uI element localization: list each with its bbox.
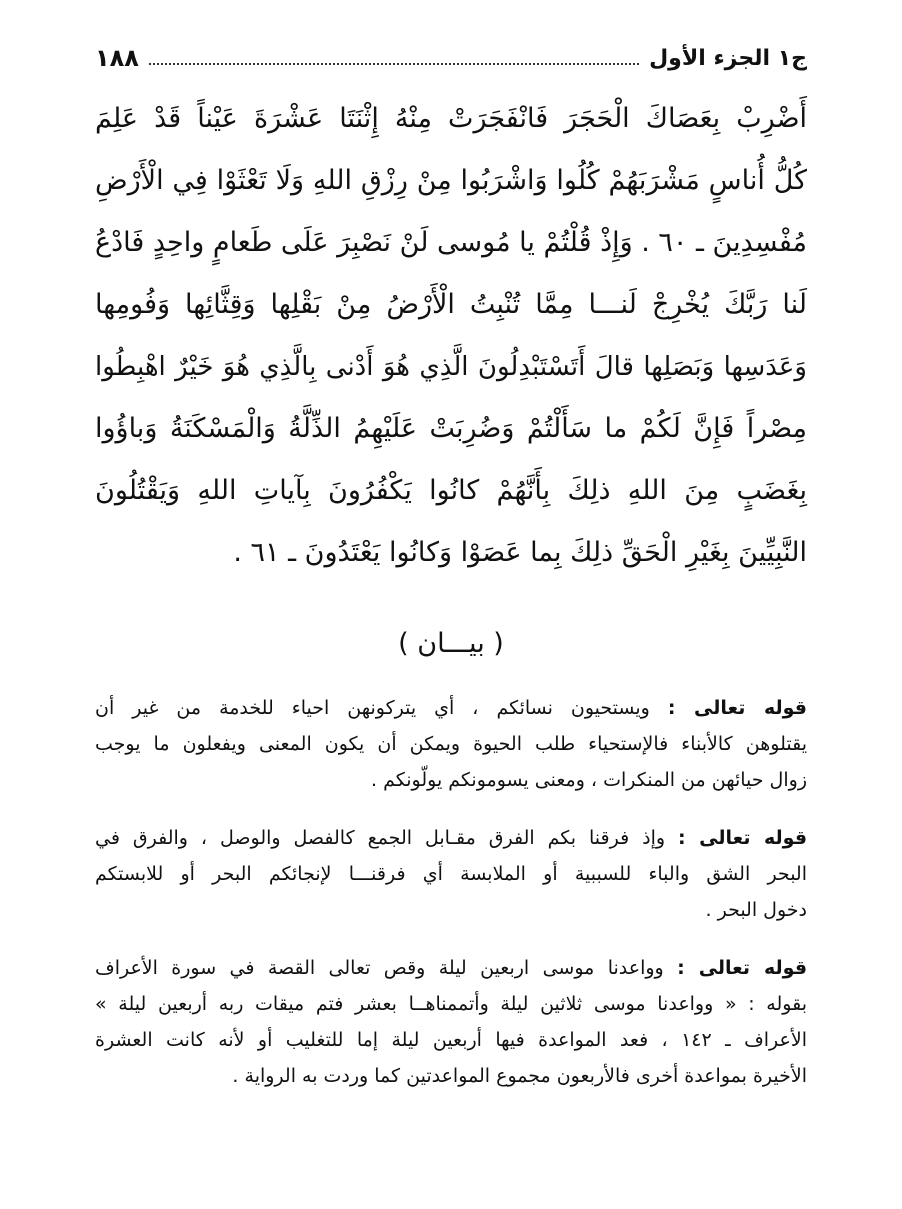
commentary-line: الأعراف ـ ١٤٢ ، فعد المواعدة فيها أربعين ليلة إما للتغليب أو لأنه كانت العشرة — [95, 1029, 807, 1051]
paragraph-lead: قوله تعالى : — [667, 697, 807, 719]
verse-line: مِصْراً فَإِنَّ لَكُمْ ما سَأَلْتُمْ وَضُرِبَتْ عَلَيْهِمُ الذِّلَّةُ وَالْمَسْكَنَةُ وَباؤُوا — [95, 413, 807, 444]
paragraph-lead: قوله تعالى : — [678, 827, 808, 849]
commentary-line — [95, 690, 807, 726]
commentary-paragraph — [95, 690, 807, 798]
verse-line: النَّبِيِّينَ بِغَيْرِ الْحَقِّ ذلِكَ بِما عَصَوْا وَكانُوا يَعْتَدُونَ ـ ٦١ . — [233, 537, 807, 568]
verse-line: بِغَضَبٍ مِنَ اللهِ ذلِكَ بِأَنَّهُمْ كانُوا يَكْفُرُونَ بِآياتِ اللهِ وَيَقْتُلُونَ — [95, 475, 807, 506]
commentary-line: بقوله : « وواعدنا موسى ثلاثين ليلة وأتممناهــا بعشر فتم ميقات ربه أربعين ليلة » — [95, 993, 807, 1015]
commentary-line: يقتلوهن كالأبناء فالإستحياء طلب الحيوة ويمكن أن يكون المعنى ويفعلون ما يوجب — [95, 733, 807, 755]
section-heading: ( بيـــان ) — [398, 628, 504, 659]
commentary-line: الأخيرة بمواعدة أخرى فالأربعون مجموع المواعدتين كما وردت به الرواية . — [232, 1065, 807, 1087]
commentary-line: البحر الشق والباء للسببية أو الملابسة أي فرقنـــا لإنجائكم البحر أو للابستكم — [95, 863, 807, 885]
commentary-text: وإذ فرقنا بكم الفرق مقـابل الجمع كالفصل والوصل ، والفرق في — [95, 827, 666, 849]
running-title: ج١ الجزء الأول — [649, 45, 807, 71]
header-dotted-rule — [149, 63, 639, 65]
commentary-paragraph — [95, 820, 807, 928]
verse-line: أَضْرِبْ بِعَصَاكَ الْحَجَرَ فَانْفَجَرَتْ مِنْهُ إِثْنَتَا عَشْرَةَ عَيْناً قَدْ عَلِمَ — [95, 103, 807, 134]
commentary-line — [95, 820, 807, 856]
commentary-text: وواعدنا موسى اربعين ليلة وقص تعالى القصة في سورة الأعراف — [95, 957, 664, 979]
page-header — [95, 38, 807, 78]
commentary-text: ويستحيون نسائكم ، أي يتركونهن احياء للخدمة من غير أن — [95, 697, 650, 719]
quran-verses-block — [95, 88, 807, 584]
commentary-line: دخول البحر . — [705, 899, 807, 921]
commentary-line: زوال حيائهن من المنكرات ، ومعنى يسومونكم يولّونكم . — [371, 769, 807, 791]
verse-line: لَنا رَبَّكَ يُخْرِجْ لَنـــا مِمَّا تُنْبِتُ الْأَرْضُ مِنْ بَقْلِها وَقِثَّائِها وَفُومِها — [95, 289, 807, 320]
paragraph-lead: قوله تعالى : — [677, 957, 808, 979]
verse-line: مُفْسِدِينَ ـ ٦٠ . وَإِذْ قُلْتُمْ يا مُوسى لَنْ نَصْبِرَ عَلَى طَعامٍ واحِدٍ فَادْعُ — [95, 227, 807, 258]
commentary-block — [95, 690, 807, 1116]
commentary-line — [95, 950, 807, 986]
commentary-paragraph — [95, 950, 807, 1094]
page-number: ١٨٨ — [95, 44, 139, 72]
verse-line: وَعَدَسِها وَبَصَلِها قالَ أَتَسْتَبْدِلُونَ الَّذِي هُوَ أَدْنى بِالَّذِي هُوَ خَيْرٌ اهْبِطُوا — [95, 352, 807, 382]
verse-line: كُلُّ أُناسٍ مَشْرَبَهُمْ كُلُوا وَاشْرَبُوا مِنْ رِزْقِ اللهِ وَلَا تَعْثَوْا فِي الْأَرْضِ — [95, 165, 807, 196]
